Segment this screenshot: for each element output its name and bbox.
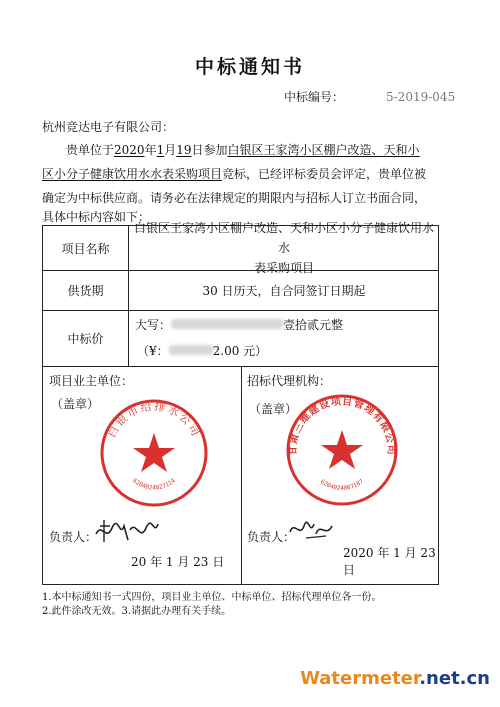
supply-period-label: 供货期 (67, 283, 104, 298)
owner-seal-label: （盖章） (51, 396, 100, 411)
footnote-2: 2.此件涂改无效。3.请据此办理有关手续。 (42, 606, 232, 617)
document-title: 中标通知书 (194, 56, 305, 78)
redacted-amount (171, 319, 283, 329)
owner-signer-label: 负责人： (49, 529, 98, 544)
award-price-upper: 大写： 壹拾贰元整 (135, 317, 344, 332)
body-line-4: 具体中标内容如下： (42, 210, 151, 224)
date-year: 2020 (114, 143, 145, 157)
project-name-label: 项目名称 (61, 241, 110, 256)
redacted-amount (169, 345, 213, 355)
award-price-lower: （¥： 2.00 元） (137, 343, 268, 358)
addressee: 杭州竞达电子有限公司： (42, 120, 175, 134)
body-line-1: 贵单位于2020年1月19日参加白银区王家湾小区棚户改造、天和小 (66, 143, 420, 157)
watermark-logo: Watermeter.net.cn (300, 668, 490, 689)
body-line-2: 区小分子健康饮用水水表采购项目竞标，已经评标委员会评定，贵单位被 (42, 167, 427, 181)
owner-date: 20 年 1 月 23 日 (131, 554, 225, 569)
supply-period-value: 30 日历天，自合同签订日期起 (202, 283, 366, 298)
date-day: 19 (176, 143, 192, 157)
agent-signature (286, 516, 336, 544)
agent-seal-label: （盖章） (249, 401, 298, 416)
table-rule (241, 366, 242, 585)
project-name-value: 白银区王家湾小区棚户改造、天和小区小分子健康饮用水水 表采购项目 (133, 221, 434, 275)
owner-unit-label: 项目业主单位： (49, 373, 134, 388)
agent-label: 招标代理机构： (247, 373, 332, 388)
owner-signature (92, 516, 162, 546)
award-price-label: 中标价 (67, 331, 104, 346)
serial-value: 5-2019-045 (386, 90, 456, 104)
agent-seal-code: 6204024007187 (318, 478, 366, 492)
date-month: 1 (156, 143, 165, 157)
project-name-part2: 区小分子健康饮用水水表采购项目 (42, 167, 223, 181)
body-line-3: 确定为中标供应商。请务必在法律规定的期限内与招标人订立书面合同， (42, 191, 427, 205)
agent-signer-label: 负责人： (247, 529, 296, 544)
serial-label: 中标编号： (284, 90, 345, 104)
agent-official-seal (282, 390, 402, 510)
agent-date: 2020 年 1 月 23 日 (343, 546, 436, 577)
svg-text:6204024007187 (319, 478, 365, 492)
owner-official-seal (96, 395, 212, 511)
serial-number (284, 88, 455, 105)
agent-seal-text: 甘肃三维建设项目管理有限公司 (287, 396, 397, 456)
owner-seal-text: 白银市给排水公司 (104, 399, 204, 440)
footnote-1: 1.本中标通知书一式四份，项目业主单位、中标单位、招标代理单位各一份。 (42, 592, 382, 603)
project-name-part1: 白银区王家湾小区棚户改造、天和小 (227, 143, 420, 157)
owner-seal-code: 6204024027114 (131, 477, 177, 492)
svg-text:6204024027114 (131, 477, 177, 491)
